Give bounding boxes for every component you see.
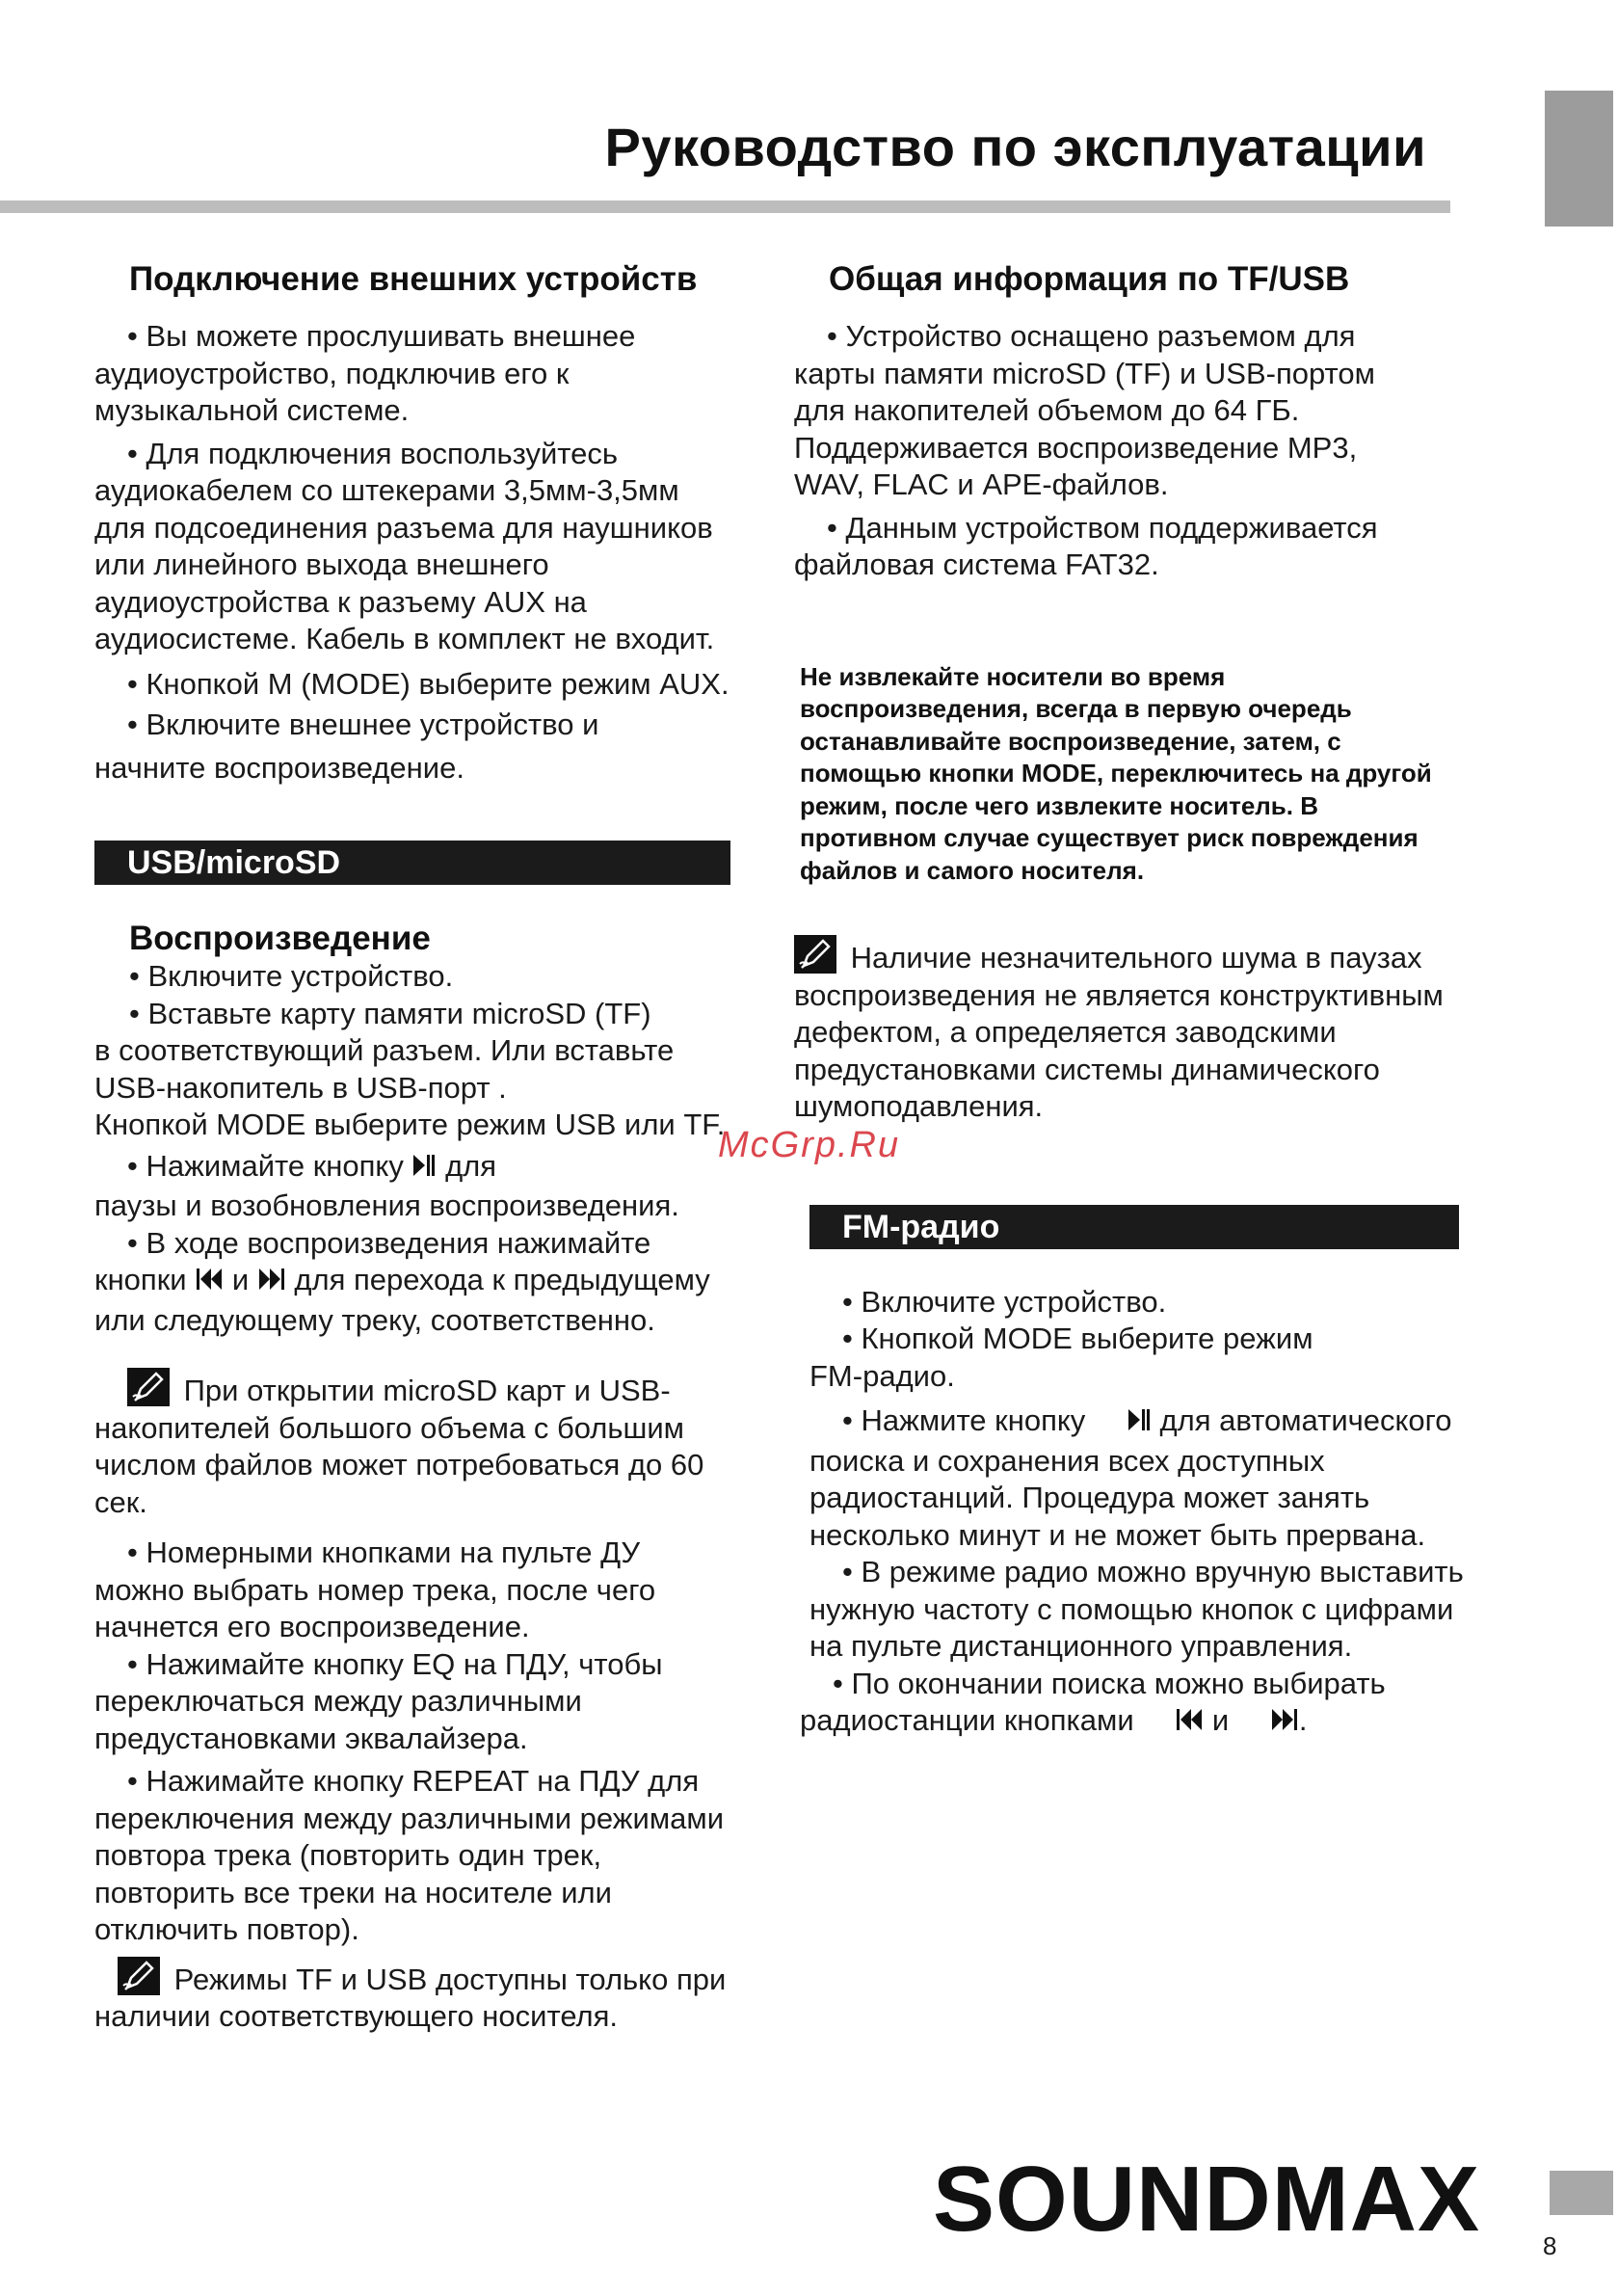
page-title: Руководство по эксплуатации [604, 117, 1426, 177]
side-tab-bottom [1550, 2171, 1613, 2215]
tfusb-paragraph-2: • Данным устройством поддерживается файловая система FAT32. [794, 510, 1378, 581]
fm-paragraph-5-and: и [1211, 1703, 1230, 1737]
play-paragraph-4-end: для перехода к предыдущему или следующему треку, соответственно. [94, 1263, 710, 1337]
fm-paragraph-1: • Включите устройство. [842, 1284, 1167, 1319]
note-pen-icon [127, 1368, 170, 1406]
left-column [94, 260, 730, 2036]
fm-paragraph-2a: • Кнопкой MODE выберите режим [842, 1322, 1313, 1355]
note-noise [794, 935, 1449, 1126]
note-1 [94, 1368, 730, 1521]
fm-paragraph-3-start: • Нажмите кнопку [842, 1403, 1086, 1437]
play-paragraph-2c: Кнопкой MODE выберите режим USB или TF. [94, 1108, 726, 1141]
connect-heading: Подключение внешних устройств [129, 260, 698, 298]
connect-paragraph-4b: начните воспроизведение. [94, 750, 464, 785]
brand-logo: SOUNDMAX [933, 2148, 1481, 2251]
play-paragraph-3c: паузы и возобновления воспроизведения. [94, 1188, 679, 1222]
fm-paragraph-2b: FM-радио. [809, 1358, 955, 1393]
next-track-icon [1237, 1705, 1299, 1743]
play-paragraph-5: • Номерными кнопками на пульте ДУ можно выбрать номер трека, после чего начнется его воспроизведение. [94, 1535, 656, 1643]
warning-text: Не извлекайте носители во время воспроизведения, всегда в первую очередь останавливайте воспроизведение, затем, с помощью кнопки MODE, переключитесь на другой режим, после чего извлеките носитель. В противном случае существует риск повреждения файлов и самого носителя. [800, 661, 1432, 885]
play-heading: Воспроизведение [129, 920, 431, 957]
connect-paragraph-4a: • Включите внешнее устройство и [127, 707, 599, 741]
play-paragraph-3-end: для [445, 1148, 497, 1183]
play-paragraph-2a: • Вставьте карту памяти microSD (TF) [129, 996, 651, 1030]
note-1-text: При открытии microSD карт и USB-накопителей большого объема с большим числом файлов может потребоваться до 60 сек. [94, 1374, 704, 1519]
play-pause-icon [1094, 1405, 1152, 1443]
fm-paragraph-5-start: • По окончании поиска можно выбирать радиостанции кнопками [800, 1666, 1386, 1737]
play-paragraph-6: • Нажимайте кнопку EQ на ПДУ, чтобы переключаться между различными предустановками эквалайзера. [94, 1646, 663, 1755]
fm-section [794, 1284, 1484, 1743]
play-paragraph-4 [94, 1262, 730, 1339]
play-paragraph-1: • Включите устройство. [129, 959, 454, 993]
play-paragraph-4a: • В ходе воспроизведения нажимайте [127, 1225, 651, 1260]
right-column [794, 260, 1469, 1743]
play-pause-icon [411, 1151, 437, 1188]
fm-paragraph-4: • В режиме радио можно вручную выставить нужную частоту с помощью кнопок с цифрами на пульте дистанционного управления. [809, 1555, 1464, 1663]
note-2 [94, 1957, 730, 2036]
fm-section-bar: FM-радио [809, 1205, 1459, 1249]
note-noise-text: Наличие незначительного шума в паузах воспроизведения не является конструктивным дефектом, а определяется заводскими предустановками системы динамического шумоподавления. [794, 941, 1444, 1123]
play-paragraph-3-start: • Нажимайте кнопку [127, 1148, 404, 1183]
previous-track-icon [195, 1265, 224, 1302]
header-rule [0, 200, 1450, 213]
tfusb-heading: Общая информация по TF/USB [829, 260, 1350, 298]
connect-paragraph-2: • Для подключения воспользуйтесь аудиокабелем со штекерами 3,5мм-3,5мм для подсоединения разъема для наушников или линейного выхода внешнего аудиоустройства к разъему AUX на аудиосистеме. Кабель в комплект не входит. [94, 436, 715, 655]
connect-paragraph-3 [94, 666, 730, 704]
play-paragraph-3 [94, 1148, 730, 1188]
note-2-text: Режимы TF и USB доступны только при наличии соответствующего носителя. [94, 1962, 727, 2033]
fm-paragraph-5 [800, 1666, 1484, 1743]
fm-paragraph-5-end: . [1298, 1703, 1308, 1737]
tfusb-paragraph-1: • Устройство оснащено разъемом для карты памяти microSD (TF) и USB-портом для накопителей объемом до 64 ГБ. Поддерживается воспроизведение MP3, WAV, FLAC и APE-файлов. [794, 319, 1375, 501]
fm-paragraph-3 [809, 1402, 1484, 1554]
play-paragraph-4-start: кнопки [94, 1263, 187, 1296]
play-paragraph-2b: в соответствующий разъем. Или вставьте USB-накопитель в USB-порт . [94, 1033, 675, 1105]
play-paragraph-4-and: и [231, 1263, 250, 1296]
watermark: McGrp.Ru [718, 1125, 901, 1165]
play-paragraph-7: • Нажимайте кнопку REPEAT на ПДУ для переключения между различными режимами повтора трека (повторить один трек, повторить все треки на носителе или отключить повтор). [94, 1764, 725, 1946]
next-track-icon [257, 1265, 286, 1302]
page-number: 8 [1543, 2231, 1557, 2260]
fm-paragraph-3-end: для автоматического поиска и сохранения всех доступных радиостанций. Процедура может занять несколько минут и не может быть прервана. [809, 1403, 1452, 1552]
note-pen-icon [794, 935, 836, 974]
usb-section-bar: USB/microSD [94, 841, 730, 885]
connect-paragraph-3-text: • Кнопкой M (MODE) выберите режим AUX. [127, 666, 729, 701]
connect-paragraph-1: • Вы можете прослушивать внешнее аудиоустройство, подключив его к музыкальной системе. [94, 319, 636, 427]
note-pen-icon [118, 1957, 160, 1995]
previous-track-icon [1142, 1705, 1204, 1743]
side-tab [1545, 91, 1613, 227]
